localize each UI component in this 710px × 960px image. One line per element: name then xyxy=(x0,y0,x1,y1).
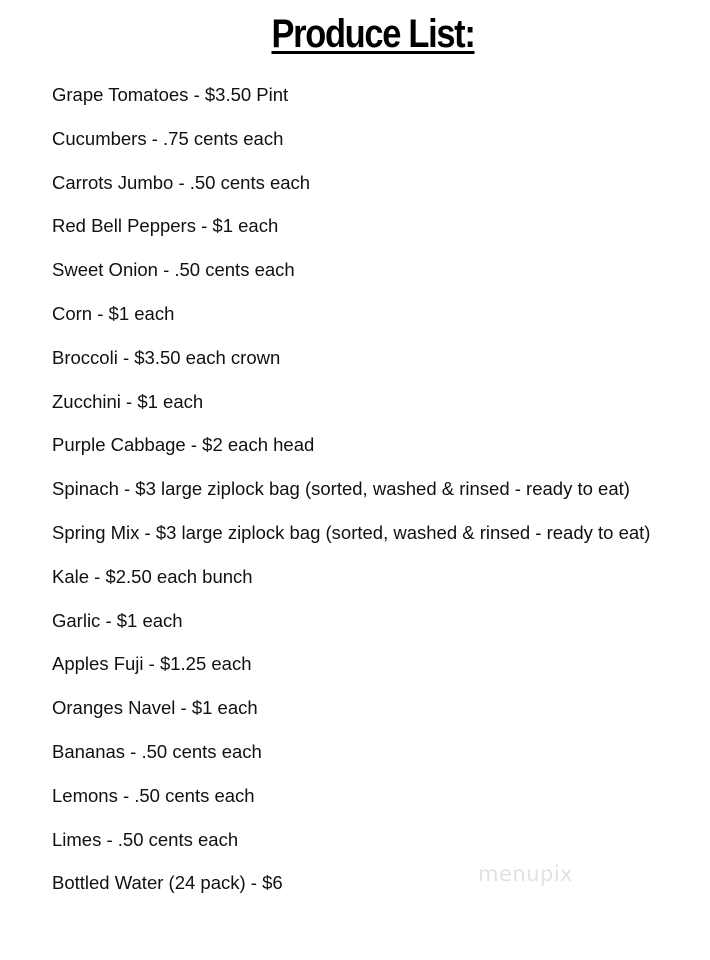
list-item: Corn - $1 each xyxy=(52,302,175,324)
list-item: Oranges Navel - $1 each xyxy=(52,697,258,719)
list-item: Bottled Water (24 pack) - $6 xyxy=(52,872,283,894)
list-item: Spring Mix - $3 large ziplock bag (sorted, washed & rinsed - ready to eat) xyxy=(52,521,651,543)
list-item: Carrots Jumbo - .50 cents each xyxy=(52,171,311,193)
produce-list xyxy=(52,81,650,913)
list-item: Spinach - $3 large ziplock bag (sorted, washed & rinsed - ready to eat) xyxy=(52,478,630,500)
list-item: Red Bell Peppers - $1 each xyxy=(52,215,279,237)
list-item: Grape Tomatoes - $3.50 Pint xyxy=(52,84,289,105)
list-item: Apples Fuji - $1.25 each xyxy=(52,653,252,675)
list-item: Bananas - .50 cents each xyxy=(52,740,262,762)
list-item: Lemons - .50 cents each xyxy=(52,784,255,806)
list-item: Kale - $2.50 each bunch xyxy=(52,565,253,587)
list-item: Limes - .50 cents each xyxy=(52,828,239,850)
list-item: Broccoli - $3.50 each crown xyxy=(52,346,281,368)
page-title: Produce List: xyxy=(271,12,475,56)
list-item: Garlic - $1 each xyxy=(52,609,183,631)
watermark: menupix xyxy=(478,862,574,886)
list-item: Sweet Onion - .50 cents each xyxy=(52,259,295,281)
list-item: Purple Cabbage - $2 each head xyxy=(52,434,315,456)
list-item: Zucchini - $1 each xyxy=(52,390,204,412)
list-item: Cucumbers - .75 cents each xyxy=(52,127,284,149)
